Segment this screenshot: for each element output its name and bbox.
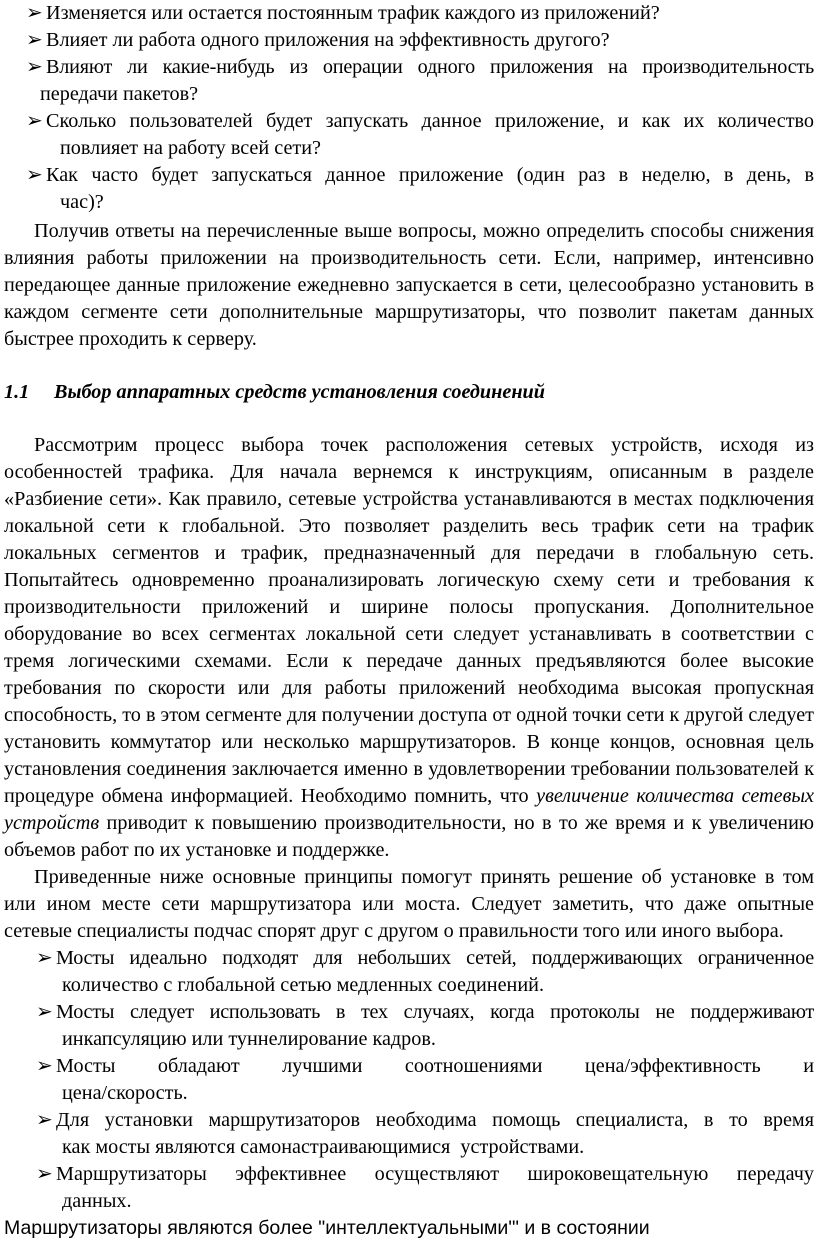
arrow-bullet-icon: ➢ <box>36 1055 53 1077</box>
list-item <box>0 999 816 1053</box>
arrow-bullet-icon: ➢ <box>36 1163 53 1185</box>
principles-list <box>0 945 816 1215</box>
section-number: 1.1 <box>4 381 30 403</box>
paragraph: Получив ответы на перечисленные выше вопросы, можно определить способы снижения влияния работы приложении на производительность сети. Если, например, интенсивно передающее данные приложение ежедневно запускается в сети, целесообразно установить в каждом сегменте сети дополнительные маршрутизаторы, что позволит пакетам данных быстрее проходить к серверу. <box>4 220 814 350</box>
arrow-bullet-icon: ➢ <box>26 2 43 24</box>
list-item-text: Мосты следует использовать в тех случаях, когда протоколы не поддерживают <box>56 1001 814 1023</box>
arrow-bullet-icon: ➢ <box>26 56 43 78</box>
arrow-bullet-icon: ➢ <box>26 29 43 51</box>
list-item <box>0 162 816 216</box>
list-item-text: Изменяется или остается постоянным трафик каждого из приложений? <box>46 2 660 24</box>
list-item <box>0 1053 816 1107</box>
section-title: Выбор аппаратных средств установления соединений <box>54 381 545 403</box>
section-heading <box>4 379 816 406</box>
list-item-text: Как часто будет запускаться данное приложение (один раз в неделю, в день, в <box>46 164 814 186</box>
list-item-text: Для установки маршрутизаторов необходима помощь специалиста, в то время <box>56 1109 814 1131</box>
emphasis-text: увеличение количества сетевых устройств <box>4 785 814 834</box>
list-item <box>0 1107 816 1161</box>
arrow-bullet-icon: ➢ <box>36 1001 53 1023</box>
arrow-bullet-icon: ➢ <box>26 110 43 132</box>
list-item-text-continued: инкапсуляцию или туннелирование кадров. <box>62 1028 436 1050</box>
arrow-bullet-icon: ➢ <box>26 164 43 186</box>
paragraph-text-continued: приводит к повышению производительности, но в то же время и к увеличению объемов работ по их установке и поддержке. <box>4 812 814 861</box>
trailing-line: Маршрутизаторы являются более "интеллектуальными'" и в состоянии <box>4 1217 650 1239</box>
list-item <box>0 1161 816 1215</box>
list-item <box>0 27 816 54</box>
list-item-text-continued: цена/скорость. <box>62 1082 188 1104</box>
arrow-bullet-icon: ➢ <box>36 947 53 969</box>
list-item-text-continued: повлияет на работу всей сети? <box>60 137 321 159</box>
question-list <box>0 0 816 216</box>
list-item <box>0 945 816 999</box>
list-item <box>0 108 816 162</box>
paragraph: Приведенные ниже основные принципы помогут принять решение об установке в том или ином месте сети маршрутизатора или моста. Следует заметить, что даже опытные сетевые специалисты подчас спорят друг с другом о правильности того или иного выбора. <box>4 866 814 942</box>
arrow-bullet-icon: ➢ <box>36 1109 53 1131</box>
list-item-text-continued: данных. <box>62 1190 132 1212</box>
list-item-text: Сколько пользователей будет запускать данное приложение, и как их количество <box>46 110 814 132</box>
list-item-text: Мосты обладают лучшими соотношениями цена/эффективность и <box>56 1055 814 1077</box>
list-item-text-continued: передачи пакетов? <box>40 83 199 105</box>
list-item-text-continued: час)? <box>60 191 104 213</box>
list-item <box>0 0 816 27</box>
list-item-text: Мосты идеально подходят для небольших сетей, поддерживающих ограниченное <box>56 947 814 969</box>
list-item-text: Влияют ли какие-нибудь из операции одного приложения на производительность <box>46 56 814 78</box>
paragraph-text: Рассмотрим процесс выбора точек расположения сетевых устройств, исходя из особенностей трафика. Для начала вернемся к инструкциям, описанным в разделе «Разбиение сети». Как правило, сетевые устройства устанавливаются в местах подключения локальной сети к глобальной. Это позволяет разделить весь трафик сети на трафик локальных сегментов и трафик, предназначенный для передачи в глобальную сеть. Попытайтесь одновременно проанализировать логическую схему сети и требования к производительности приложений и ширине полосы пропускания. Дополнительное оборудование во всех сегментах локальной сети следует устанавливать в соответствии с тремя логическими схемами. Если к передаче данных предъявляются более высокие требования по скорости или для работы приложений необходима высокая пропускная способность, то в этом сегменте для получении доступа от одной точки сети к другой следует установить коммутатор или несколько маршрутизаторов. В конце концов, основная цель установления соединения заключается именно в удовлетворении требовании пользователей к процедуре обмена информацией. Необходимо помнить, что <box>4 434 814 807</box>
list-item-text-continued: количество с глобальной сетью медленных соединений. <box>62 974 544 996</box>
list-item <box>0 54 816 108</box>
list-item-text: Маршрутизаторы эффективнее осуществляют широковещательную передачу <box>56 1163 814 1185</box>
list-item-text-continued: как мосты являются самонастраивающимися устройствами. <box>62 1136 585 1158</box>
paragraph <box>0 432 816 864</box>
list-item-text: Влияет ли работа одного приложения на эффективность другого? <box>46 29 610 51</box>
